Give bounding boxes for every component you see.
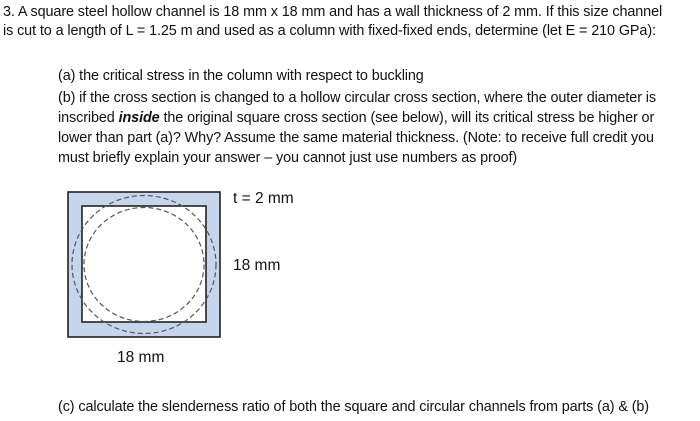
part-b-emphasis-inside: inside xyxy=(118,110,160,126)
width-dimension-label: 18 mm xyxy=(117,349,165,366)
part-c-text: (c) calculate the slenderness ratio of both the square and circular channels from parts (a) & (b) xyxy=(58,399,649,415)
part-b-line-1: (b) if the cross section is changed to a hollow circular cross section, where the outer diameter is xyxy=(58,90,656,106)
height-dimension-label: 18 mm xyxy=(233,257,281,274)
cross-section-figure xyxy=(60,186,230,346)
part-b-line-2-end: the original square cross section (see below), will its critical stress be higher or xyxy=(159,110,655,126)
thickness-label: t = 2 mm xyxy=(233,190,294,207)
part-b-line-3: lower than part (a)? Why? Assume the same material thickness. (Note: to receive full credit you xyxy=(58,130,654,146)
part-b-line-2-start: inscribed xyxy=(58,110,119,126)
part-a-text: (a) the critical stress in the column with respect to buckling xyxy=(58,68,424,84)
part-b-line-2 xyxy=(58,109,654,127)
part-b-line-4: must briefly explain your answer – you cannot just use numbers as proof) xyxy=(58,150,518,166)
problem-intro-line-2: is cut to a length of L = 1.25 m and used as a column with fixed-fixed ends, determine (let E = 210 GPa): xyxy=(3,23,656,39)
problem-intro-line-1: 3. A square steel hollow channel is 18 mm x 18 mm and has a wall thickness of 2 mm. If this size channel xyxy=(3,4,663,20)
